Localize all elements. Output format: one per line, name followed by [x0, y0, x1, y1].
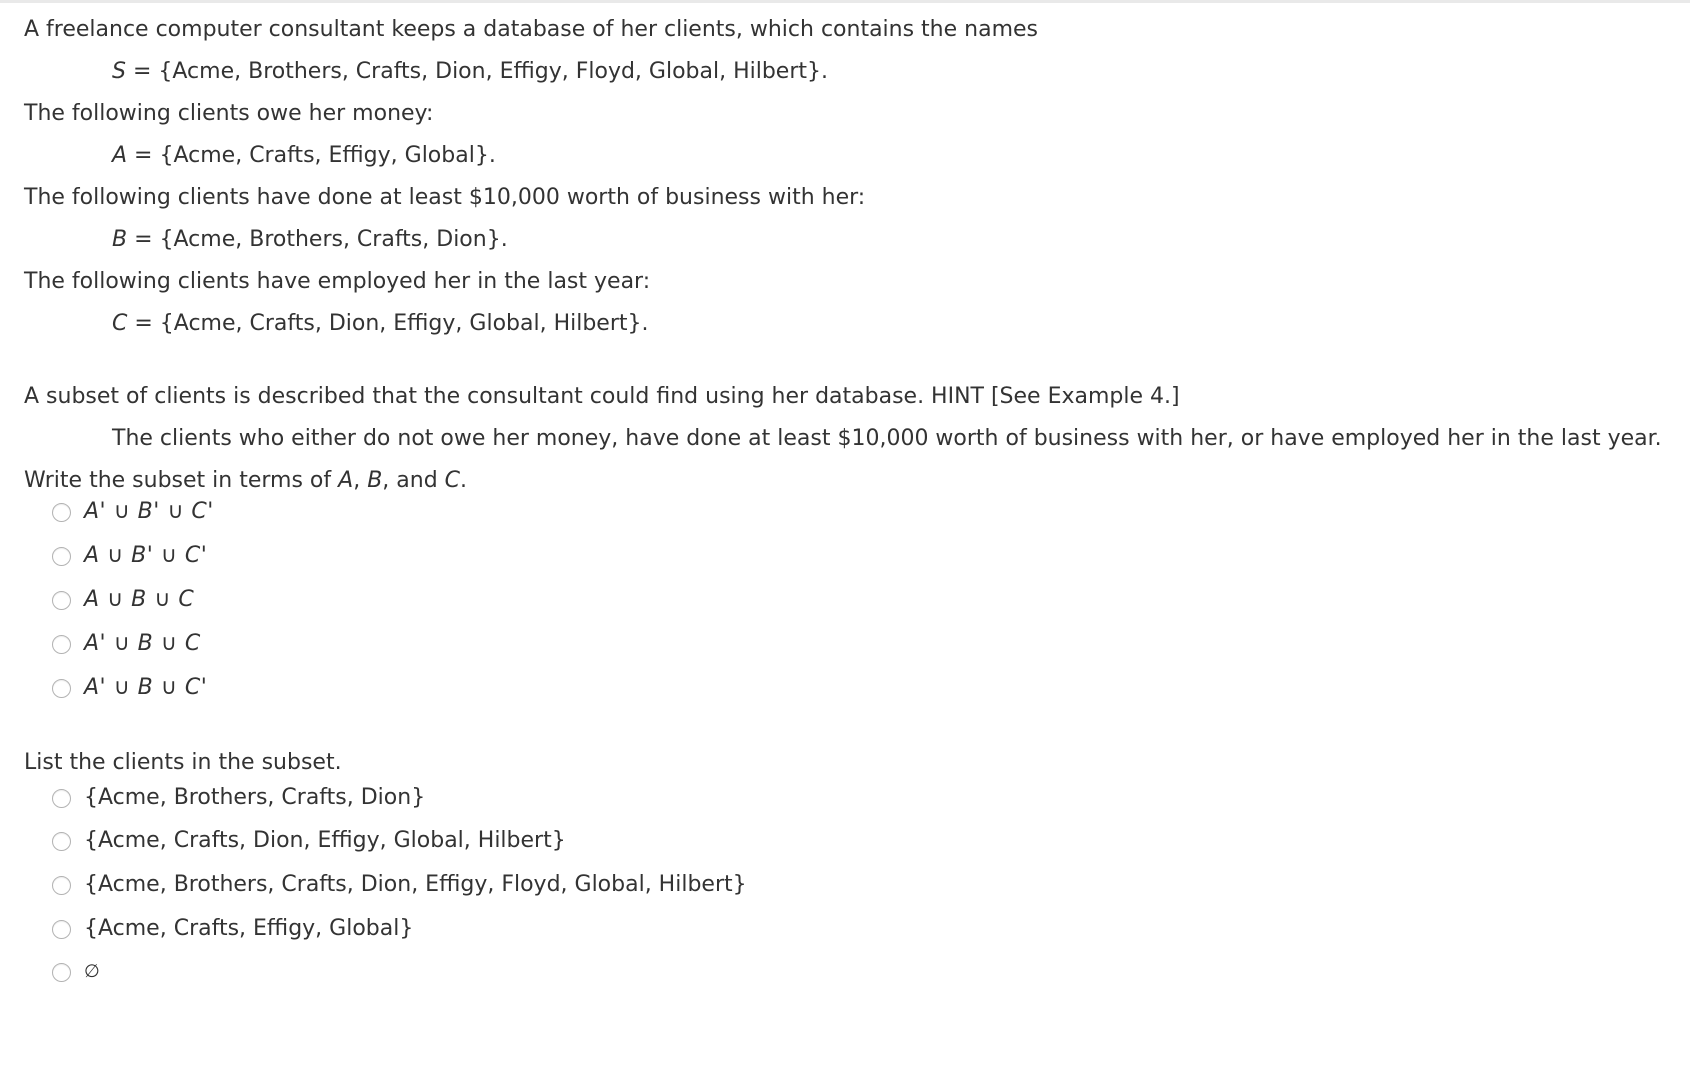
q1-option-1[interactable] — [52, 497, 214, 527]
set-a-members: = {Acme, Crafts, Effigy, Global}. — [127, 143, 496, 168]
q1-sep2: , and — [382, 468, 445, 493]
q2-option-5-label[interactable]: ∅ — [84, 961, 100, 982]
q1-option-4-radio[interactable] — [52, 635, 71, 654]
business-text: The following clients have done at least $10,000 worth of business with her: — [24, 185, 866, 210]
set-a-definition — [112, 141, 496, 171]
q2-prompt: List the clients in the subset. — [24, 750, 342, 775]
q2-option-3-radio[interactable] — [52, 876, 71, 895]
q2-option-2-radio[interactable] — [52, 832, 71, 851]
q1-option-2[interactable] — [52, 541, 207, 571]
set-c-variable: C — [112, 311, 128, 336]
q2-option-2-label[interactable]: {Acme, Crafts, Dion, Effigy, Global, Hilbert} — [84, 828, 566, 853]
top-rule — [0, 0, 1690, 3]
q1-option-4[interactable] — [52, 629, 201, 659]
subset-description: The clients who either do not owe her money, have done at least $10,000 worth of business with her, or have employed her in the last year. — [112, 426, 1662, 451]
q2-option-4[interactable] — [52, 914, 413, 944]
q1-prompt — [24, 466, 467, 496]
set-s-definition — [112, 57, 828, 87]
q2-option-1[interactable] — [52, 783, 425, 813]
q2-option-3[interactable] — [52, 870, 747, 900]
q1-prompt-prefix: Write the subset in terms of — [24, 468, 339, 493]
set-c-members: = {Acme, Crafts, Dion, Effigy, Global, Hilbert}. — [127, 311, 649, 336]
q1-var-b: B — [367, 468, 383, 493]
q1-option-5[interactable] — [52, 673, 207, 703]
q1-suffix: . — [460, 468, 468, 493]
q1-sep1: , — [353, 468, 368, 493]
q1-option-5-label[interactable]: A' ∪ B ∪ C' — [84, 675, 208, 700]
set-s-members: = {Acme, Brothers, Crafts, Dion, Effigy, Floyd, Global, Hilbert}. — [125, 59, 829, 84]
q2-option-3-label[interactable]: {Acme, Brothers, Crafts, Dion, Effigy, Floyd, Global, Hilbert} — [84, 872, 747, 897]
q2-option-2[interactable] — [52, 826, 566, 856]
q1-var-c: C — [444, 468, 461, 493]
q2-option-1-radio[interactable] — [52, 789, 71, 808]
q1-option-4-label[interactable]: A' ∪ B ∪ C — [84, 631, 201, 656]
set-s-variable: S — [112, 59, 126, 84]
q2-option-1-label[interactable]: {Acme, Brothers, Crafts, Dion} — [84, 785, 426, 810]
q1-option-1-label[interactable]: A' ∪ B' ∪ C' — [84, 499, 214, 524]
employed-text: The following clients have employed her in the last year: — [24, 269, 651, 294]
set-a-variable: A — [112, 143, 128, 168]
q1-option-3-radio[interactable] — [52, 591, 71, 610]
q2-option-4-label[interactable]: {Acme, Crafts, Effigy, Global} — [84, 916, 414, 941]
owe-text: The following clients owe her money: — [24, 101, 434, 126]
subset-intro-text: A subset of clients is described that the consultant could find using her database. HINT [See Example 4.] — [24, 384, 1180, 409]
q1-var-a: A — [338, 468, 354, 493]
intro-text: A freelance computer consultant keeps a database of her clients, which contains the names — [24, 17, 1039, 42]
q2-option-5-radio[interactable] — [52, 963, 71, 982]
q1-option-1-radio[interactable] — [52, 503, 71, 522]
q1-option-2-radio[interactable] — [52, 547, 71, 566]
q2-option-4-radio[interactable] — [52, 920, 71, 939]
q1-option-3[interactable] — [52, 585, 194, 615]
q1-option-3-label[interactable]: A ∪ B ∪ C — [84, 587, 195, 612]
set-b-definition — [112, 225, 508, 255]
q2-option-5[interactable] — [52, 957, 100, 987]
set-b-variable: B — [112, 227, 128, 252]
set-b-members: = {Acme, Brothers, Crafts, Dion}. — [127, 227, 508, 252]
set-c-definition — [112, 309, 649, 339]
q1-option-5-radio[interactable] — [52, 679, 71, 698]
q1-option-2-label[interactable]: A ∪ B' ∪ C' — [84, 543, 208, 568]
